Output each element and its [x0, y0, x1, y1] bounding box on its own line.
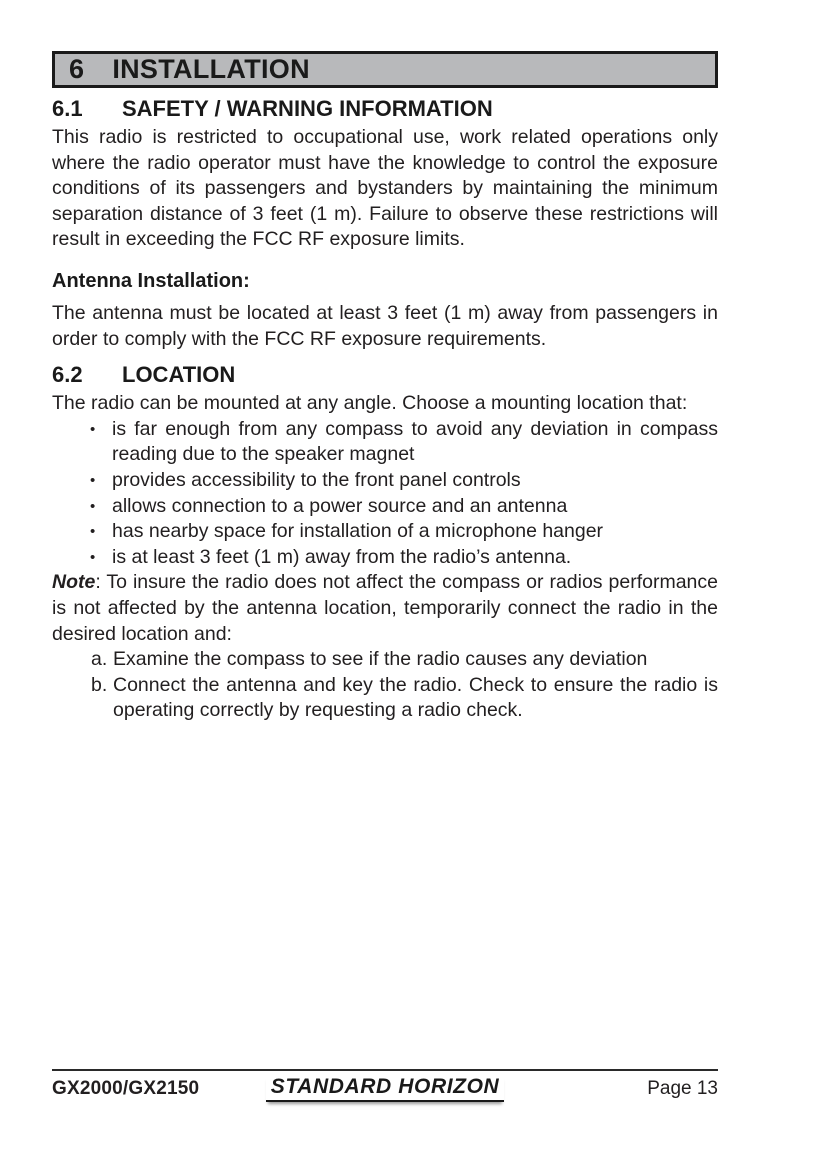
step-label: a.	[91, 648, 108, 671]
bullet-item	[52, 468, 718, 494]
antenna-installation-heading: Antenna Installation:	[52, 269, 250, 292]
bullet-item	[52, 545, 718, 571]
step-text: Connect the antenna and key the radio. Check to ensure the radio is operating correctly by requesting a radio check.	[113, 673, 718, 722]
bullet-text: is far enough from any compass to avoid any deviation in compass reading due to the speaker magnet	[112, 417, 718, 466]
chapter-title: INSTALLATION	[112, 54, 310, 84]
step-list	[52, 647, 718, 724]
section-62-title: LOCATION	[122, 362, 236, 388]
step-label: b.	[91, 673, 108, 696]
page-content	[52, 51, 718, 724]
bullet-text: allows connection to a power source and an antenna	[112, 494, 568, 517]
step-text: Examine the compass to see if the radio causes any deviation	[113, 648, 648, 671]
location-intro: The radio can be mounted at any angle. Choose a mounting location that:	[52, 392, 688, 415]
bullet-text: has nearby space for installation of a microphone hanger	[112, 520, 604, 543]
bullet-icon: •	[90, 497, 96, 515]
note-label: Note	[52, 571, 96, 594]
footer-page-number: Page 13	[647, 1077, 718, 1099]
step-item	[52, 647, 718, 673]
standard-horizon-logo: STANDARD HORIZON	[266, 1075, 505, 1102]
bullet-text: provides accessibility to the front panel controls	[112, 468, 521, 491]
bullet-icon: •	[90, 548, 96, 566]
section-61-number: 6.1	[52, 96, 83, 121]
chapter-number: 6	[69, 54, 85, 84]
footer	[52, 1069, 718, 1102]
bullet-item	[52, 494, 718, 520]
section-61-heading	[52, 97, 718, 121]
bullet-item	[52, 417, 718, 468]
chapter-header-bar	[52, 51, 718, 88]
section-62-heading	[52, 363, 718, 387]
note-text: : To insure the radio does not affect the compass or radios performance is not affected by the antenna location, temporarily connect the radio in the desired location and:	[52, 571, 718, 645]
bullet-icon: •	[90, 420, 96, 438]
footer-model: GX2000/GX2150	[52, 1077, 200, 1099]
bullet-text: is at least 3 feet (1 m) away from the radio’s antenna.	[112, 545, 572, 568]
step-item	[52, 673, 718, 724]
footer-brand-wrap	[266, 1075, 505, 1102]
bullet-icon: •	[90, 471, 96, 489]
antenna-installation-paragraph: The antenna must be located at least 3 feet (1 m) away from passengers in order to comply with the FCC RF exposure requirements.	[52, 301, 718, 350]
section-62-number: 6.2	[52, 362, 83, 388]
section-61-title: SAFETY / WARNING INFORMATION	[122, 96, 493, 121]
bullet-item	[52, 519, 718, 545]
bullet-icon: •	[90, 523, 96, 541]
location-bullet-list	[52, 417, 718, 571]
note-paragraph	[52, 570, 718, 647]
safety-warning-paragraph: This radio is restricted to occupational use, work related operations only where the radio operator must have the knowledge to control the exposure conditions of its passengers and bystanders by maintaining the minimum separation distance of 3 feet (1 m). Failure to observe these restrictions will result in exceeding the FCC RF exposure limits.	[52, 126, 718, 251]
